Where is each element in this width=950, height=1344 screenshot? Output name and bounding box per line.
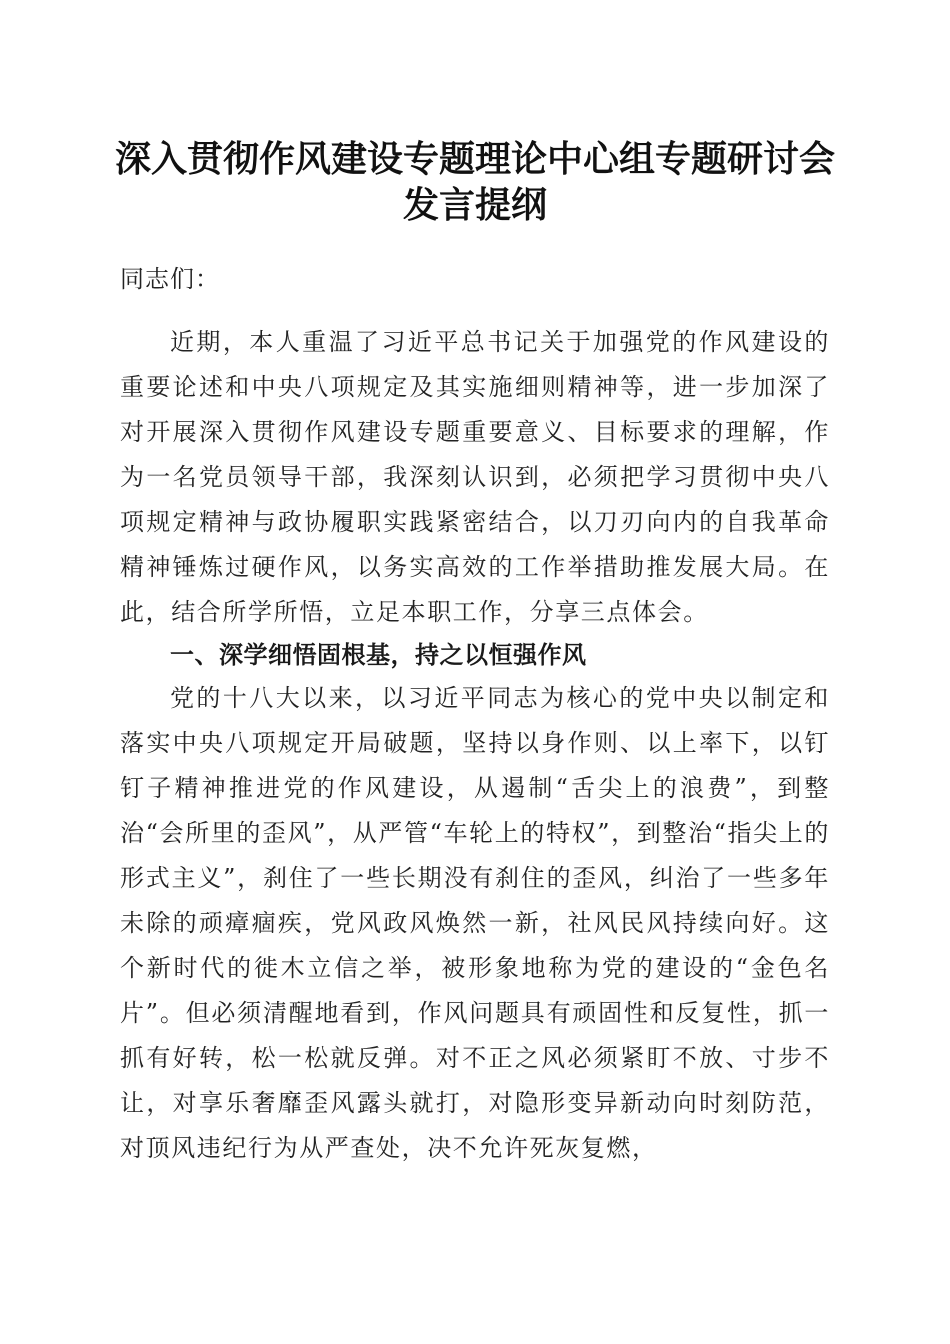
paragraph-intro: 近期，本人重温了习近平总书记关于加强党的作风建设的重要论述和中央八项规定及其实施细则精神等，进一步加深了对开展深入贯彻作风建设专题重要意义、目标要求的理解，作为一名党员领导干部，我深刻认识到，必须把学习贯彻中央八项规定精神与政协履职实践紧密结合，以刀刃向内的自我革命精神锤炼过硬作风，以务实高效的工作举措助推发展大局。在此，结合所学所悟，立足本职工作，分享三点体会。	[120, 328, 830, 626]
paragraph-intro-block	[120, 320, 830, 635]
document-title-line-2: 发言提纲	[402, 184, 547, 226]
section-heading-1: 一、深学细悟固根基，持之以恒强作风	[170, 641, 587, 669]
paragraph-section1: 党的十八大以来，以习近平同志为核心的党中央以制定和落实中央八项规定开局破题，坚持以身作则、以上率下，以钉钉子精神推进党的作风建设，从遏制“舌尖上的浪费”，到整治“会所里的歪风”，从严管“车轮上的特权”，到整治“指尖上的形式主义”，刹住了一些长期没有刹住的歪风，纠治了一些多年未除的顽瘴痼疾，党风政风焕然一新，社风民风持续向好。这个新时代的徙木立信之举，被形象地称为党的建设的“金色名片”。但必须清醒地看到，作风问题具有顽固性和反复性，抓一抓有好转，松一松就反弹。对不正之风必须紧盯不放、寸步不让，对享乐奢靡歪风露头就打，对隐形变异新动向时刻防范，对顶风违纪行为从严查处，决不允许死灰复燃，	[120, 684, 830, 1162]
paragraph-section1-block	[120, 676, 830, 1171]
greeting: 同志们：	[120, 265, 220, 293]
document-title-line-1: 深入贯彻作风建设专题理论中心组专题研讨会	[114, 138, 835, 180]
